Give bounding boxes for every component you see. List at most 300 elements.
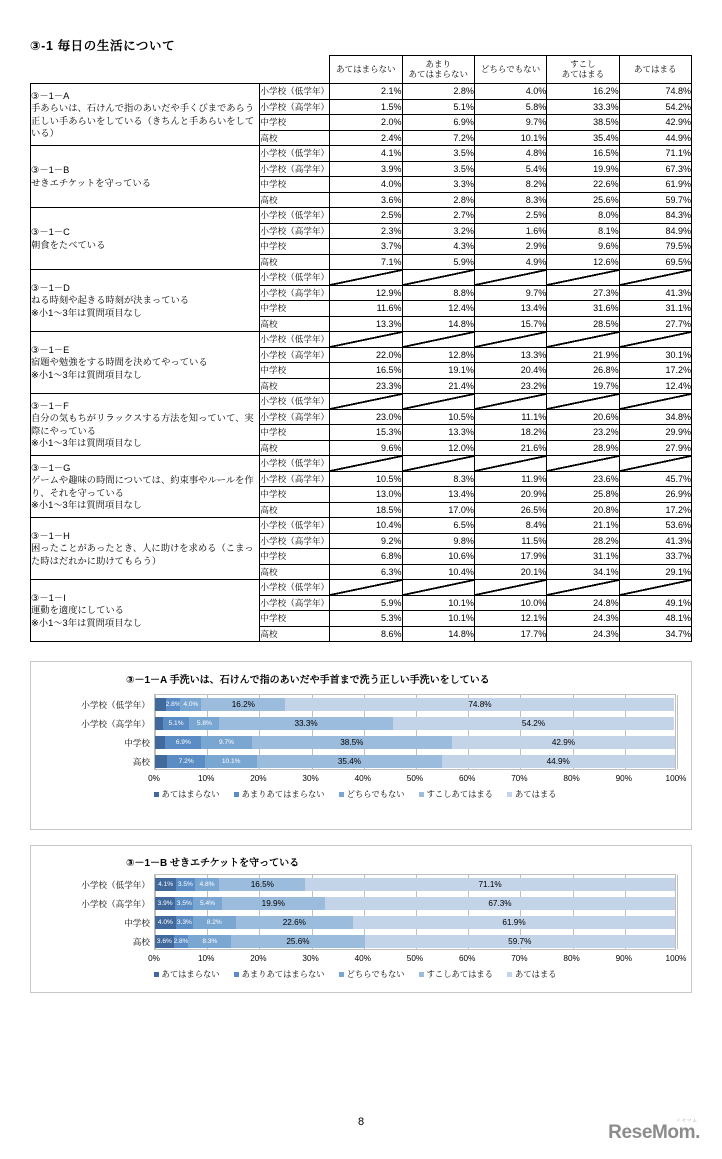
school-level-cell: 中学校 [260, 425, 330, 441]
value-cell: 2.8% [402, 84, 474, 100]
question-id: ③－1－H [31, 530, 70, 541]
value-cell: 16.5% [330, 363, 402, 379]
value-cell: 27.7% [619, 316, 691, 332]
value-cell: 6.5% [402, 518, 474, 534]
bar-stack [155, 897, 675, 910]
value-cell: 26.9% [619, 487, 691, 503]
value-cell: 84.9% [619, 223, 691, 239]
legend-item [154, 788, 220, 800]
x-axis-tick: 80% [563, 954, 580, 963]
table-row [31, 456, 692, 472]
value-cell: 12.9% [330, 285, 402, 301]
value-cell: 49.1% [619, 595, 691, 611]
value-cell: 14.8% [402, 316, 474, 332]
bar-segment: 4.0% [155, 916, 176, 929]
question-note: ※小1～3年は質問項目なし [31, 307, 143, 318]
question-cell [31, 146, 260, 208]
bar-segment [155, 717, 163, 730]
bar-segment: 6.9% [165, 736, 201, 749]
page-title: ③-1 毎日の生活について [30, 39, 176, 53]
value-cell-empty [474, 270, 546, 286]
resemom-logo-kana: リセマム [676, 1118, 698, 1123]
value-cell: 4.9% [474, 254, 546, 270]
value-cell: 25.6% [547, 192, 619, 208]
table-row [31, 580, 692, 596]
value-cell: 34.7% [619, 626, 691, 642]
value-cell: 13.4% [474, 301, 546, 317]
value-cell: 21.6% [474, 440, 546, 456]
school-level-cell: 小学校（低学年） [260, 456, 330, 472]
gridline [677, 875, 678, 949]
value-cell: 42.9% [619, 115, 691, 131]
value-cell: 67.3% [619, 161, 691, 177]
value-cell: 23.6% [547, 471, 619, 487]
value-cell: 25.8% [547, 487, 619, 503]
value-cell: 27.9% [619, 440, 691, 456]
value-cell: 24.3% [547, 611, 619, 627]
legend-label: あてはまらない [161, 969, 220, 979]
x-axis-tick: 90% [615, 954, 632, 963]
value-cell: 28.2% [547, 533, 619, 549]
value-cell-empty [402, 580, 474, 596]
legend-swatch [419, 972, 424, 977]
value-cell: 24.3% [547, 626, 619, 642]
value-cell: 34.8% [619, 409, 691, 425]
school-level-cell: 中学校 [260, 239, 330, 255]
value-cell: 4.1% [330, 146, 402, 162]
x-axis-tick: 70% [511, 774, 528, 783]
value-cell: 29.1% [619, 564, 691, 580]
value-cell: 5.1% [402, 99, 474, 115]
value-cell: 17.2% [619, 502, 691, 518]
x-axis-tick: 40% [354, 774, 371, 783]
value-cell: 8.0% [547, 208, 619, 224]
value-cell: 74.8% [619, 84, 691, 100]
legend-item [234, 968, 325, 980]
value-cell: 19.9% [547, 161, 619, 177]
value-cell-empty [402, 456, 474, 472]
bar-stack [155, 698, 675, 711]
category-label: 高校 [132, 936, 150, 947]
legend-label: あまりあてはまらない [241, 789, 325, 799]
value-cell-empty [619, 394, 691, 410]
value-cell: 2.5% [330, 208, 402, 224]
bar-segment: 25.6% [231, 935, 364, 948]
question-note: ※小1～3年は質問項目なし [31, 617, 143, 628]
value-cell: 11.1% [474, 409, 546, 425]
school-level-cell: 高校 [260, 316, 330, 332]
school-level-cell: 小学校（低学年） [260, 394, 330, 410]
bar-segment: 2.8% [174, 935, 189, 948]
question-cell [31, 580, 260, 642]
question-cell [31, 518, 260, 580]
table-header-row [31, 56, 692, 84]
value-cell: 38.5% [547, 115, 619, 131]
category-label: 小学校（低学年） [81, 879, 150, 890]
legend-item [507, 788, 557, 800]
question-cell [31, 84, 260, 146]
value-cell: 7.2% [402, 130, 474, 146]
school-level-cell: 中学校 [260, 487, 330, 503]
value-cell: 26.5% [474, 502, 546, 518]
bar-stack [155, 736, 675, 749]
legend-item [154, 968, 220, 980]
x-axis-tick: 10% [197, 954, 215, 963]
value-cell: 41.3% [619, 533, 691, 549]
school-level-cell: 高校 [260, 564, 330, 580]
bar-segment: 38.5% [252, 736, 452, 749]
chart-a-plot-area [154, 694, 676, 770]
value-cell: 8.3% [474, 192, 546, 208]
column-header-0: あてはまらない [330, 56, 402, 84]
chart-b-plot-area [154, 874, 676, 950]
value-cell: 33.7% [619, 549, 691, 565]
question-cell [31, 208, 260, 270]
value-cell: 3.9% [330, 161, 402, 177]
value-cell: 10.0% [474, 595, 546, 611]
value-cell: 10.4% [402, 564, 474, 580]
legend-label: あてはまらない [161, 789, 220, 799]
value-cell: 3.7% [330, 239, 402, 255]
value-cell: 11.5% [474, 533, 546, 549]
value-cell-empty [547, 332, 619, 348]
value-cell: 13.3% [330, 316, 402, 332]
chart-b-x-axis [148, 954, 687, 966]
question-cell [31, 332, 260, 394]
value-cell: 41.3% [619, 285, 691, 301]
question-id: ③－1－F [31, 400, 69, 411]
value-cell: 31.1% [547, 549, 619, 565]
value-cell: 8.1% [547, 223, 619, 239]
school-level-cell: 小学校（低学年） [260, 84, 330, 100]
question-cell [31, 270, 260, 332]
value-cell: 30.1% [619, 347, 691, 363]
value-cell: 10.1% [474, 130, 546, 146]
value-cell: 28.9% [547, 440, 619, 456]
value-cell: 69.5% [619, 254, 691, 270]
value-cell-empty [547, 580, 619, 596]
value-cell: 2.4% [330, 130, 402, 146]
value-cell: 3.3% [402, 177, 474, 193]
value-cell: 17.0% [402, 502, 474, 518]
category-label: 高校 [132, 756, 150, 767]
x-axis-tick: 100% [665, 774, 687, 783]
value-cell: 6.9% [402, 115, 474, 131]
value-cell: 12.0% [402, 440, 474, 456]
value-cell-empty [474, 580, 546, 596]
table-row [31, 270, 692, 286]
value-cell: 10.6% [402, 549, 474, 565]
legend-item [419, 788, 493, 800]
question-text: ゲームや趣味の時間については、約束事やルールを作り、それを守っている [31, 475, 254, 498]
table-header [31, 56, 692, 84]
school-level-cell: 高校 [260, 502, 330, 518]
value-cell: 44.9% [619, 130, 691, 146]
value-cell: 15.3% [330, 425, 402, 441]
legend-label: どちらでもない [346, 969, 405, 979]
x-axis-tick: 60% [458, 954, 476, 963]
value-cell: 20.9% [474, 487, 546, 503]
legend-item [507, 968, 557, 980]
value-cell: 3.6% [330, 192, 402, 208]
school-level-cell: 高校 [260, 130, 330, 146]
legend-swatch [419, 792, 424, 797]
question-note: ※小1～3年は質問項目なし [31, 437, 143, 448]
value-cell: 27.3% [547, 285, 619, 301]
legend-swatch [507, 792, 512, 797]
value-cell: 9.8% [402, 533, 474, 549]
question-id: ③－1－I [31, 592, 66, 603]
value-cell: 9.6% [330, 440, 402, 456]
value-cell: 28.5% [547, 316, 619, 332]
school-level-cell: 小学校（高学年） [260, 99, 330, 115]
value-cell: 3.5% [402, 146, 474, 162]
value-cell: 31.6% [547, 301, 619, 317]
column-header-1: あまり あてはまらない [402, 56, 474, 84]
value-cell-empty [330, 270, 402, 286]
column-header-2: どちらでもない [474, 56, 546, 84]
bar-segment: 5.8% [189, 717, 219, 730]
value-cell: 48.1% [619, 611, 691, 627]
school-level-cell: 中学校 [260, 301, 330, 317]
x-axis-tick: 0% [148, 954, 160, 963]
chart-a-title: ③－1－A 手洗いは、石けんで指のあいだや手首まで洗う正しい手洗いをしている [126, 675, 490, 686]
value-cell-empty [402, 270, 474, 286]
school-level-cell: 小学校（高学年） [260, 533, 330, 549]
school-level-cell: 中学校 [260, 363, 330, 379]
school-level-cell: 小学校（高学年） [260, 223, 330, 239]
bar-segment: 2.8% [166, 698, 181, 711]
value-cell: 10.1% [402, 595, 474, 611]
table-body [31, 84, 692, 642]
value-cell: 20.8% [547, 502, 619, 518]
bar-segment: 3.9% [155, 897, 175, 910]
table-row [31, 332, 692, 348]
value-cell-empty [619, 580, 691, 596]
question-id: ③－1－E [31, 344, 70, 355]
value-cell-empty [547, 456, 619, 472]
value-cell: 2.8% [402, 192, 474, 208]
category-label: 小学校（高学年） [81, 898, 150, 909]
value-cell: 6.8% [330, 549, 402, 565]
bar-segment [155, 736, 165, 749]
value-cell-empty [547, 394, 619, 410]
value-cell: 23.2% [547, 425, 619, 441]
value-cell: 21.1% [547, 518, 619, 534]
value-cell: 8.3% [402, 471, 474, 487]
chart-a-legend [31, 788, 693, 800]
category-label: 中学校 [124, 917, 150, 928]
bar-stack [155, 717, 675, 730]
value-cell: 2.7% [402, 208, 474, 224]
value-cell: 9.7% [474, 115, 546, 131]
resemom-logo [608, 1118, 700, 1142]
value-cell-empty [474, 332, 546, 348]
value-cell: 18.2% [474, 425, 546, 441]
value-cell: 8.2% [474, 177, 546, 193]
header-spacer-question [31, 56, 260, 84]
value-cell: 13.4% [402, 487, 474, 503]
legend-label: あてはまる [514, 789, 557, 799]
bar-segment: 8.2% [193, 916, 236, 929]
chart-panel-b [30, 845, 692, 993]
value-cell: 45.7% [619, 471, 691, 487]
category-label: 小学校（低学年） [81, 699, 150, 710]
value-cell: 1.6% [474, 223, 546, 239]
bar-stack [155, 916, 675, 929]
bar-stack [155, 755, 675, 768]
value-cell: 17.2% [619, 363, 691, 379]
value-cell: 2.3% [330, 223, 402, 239]
value-cell-empty [402, 332, 474, 348]
question-id: ③－1－D [31, 282, 70, 293]
bar-segment: 35.4% [257, 755, 441, 768]
value-cell: 10.5% [402, 409, 474, 425]
value-cell: 19.7% [547, 378, 619, 394]
value-cell: 14.8% [402, 626, 474, 642]
survey-table [30, 55, 692, 642]
value-cell-empty [619, 332, 691, 348]
bar-segment: 16.5% [219, 878, 305, 891]
question-text: 運動を適度にしている [31, 605, 124, 616]
value-cell: 29.9% [619, 425, 691, 441]
value-cell: 5.9% [402, 254, 474, 270]
school-level-cell: 小学校（高学年） [260, 471, 330, 487]
question-text: 朝食をたべている [31, 239, 106, 250]
bar-segment: 4.1% [155, 878, 176, 891]
value-cell: 5.9% [330, 595, 402, 611]
table-row [31, 146, 692, 162]
bar-segment: 3.6% [155, 935, 174, 948]
school-level-cell: 小学校（高学年） [260, 347, 330, 363]
legend-label: すこしあてはまる [426, 969, 493, 979]
value-cell: 31.1% [619, 301, 691, 317]
value-cell: 9.2% [330, 533, 402, 549]
value-cell: 61.9% [619, 177, 691, 193]
school-level-cell: 小学校（低学年） [260, 580, 330, 596]
value-cell-empty [619, 270, 691, 286]
value-cell: 22.6% [547, 177, 619, 193]
value-cell: 21.9% [547, 347, 619, 363]
bar-stack [155, 935, 675, 948]
value-cell: 15.7% [474, 316, 546, 332]
school-level-cell: 中学校 [260, 115, 330, 131]
school-level-cell: 小学校（低学年） [260, 518, 330, 534]
bar-segment: 22.6% [236, 916, 354, 929]
school-level-cell: 高校 [260, 378, 330, 394]
value-cell: 12.6% [547, 254, 619, 270]
x-axis-tick: 90% [615, 774, 632, 783]
x-axis-tick: 80% [563, 774, 580, 783]
bar-segment: 9.7% [201, 736, 251, 749]
value-cell: 10.1% [402, 611, 474, 627]
x-axis-tick: 100% [665, 954, 687, 963]
value-cell-empty [474, 456, 546, 472]
legend-swatch [507, 972, 512, 977]
value-cell-empty [330, 580, 402, 596]
school-level-cell: 高校 [260, 192, 330, 208]
value-cell: 3.5% [402, 161, 474, 177]
table-row [31, 394, 692, 410]
value-cell: 7.1% [330, 254, 402, 270]
header-spacer-level [260, 56, 330, 84]
value-cell: 20.6% [547, 409, 619, 425]
question-text: 困ったことがあったとき、人に助けを求める（こまった時はだれかに助けてもらう） [31, 543, 254, 566]
category-label: 中学校 [124, 737, 150, 748]
bar-segment: 5.1% [163, 717, 190, 730]
value-cell: 17.7% [474, 626, 546, 642]
value-cell: 26.8% [547, 363, 619, 379]
bar-segment: 10.1% [205, 755, 258, 768]
value-cell: 5.3% [330, 611, 402, 627]
value-cell: 4.3% [402, 239, 474, 255]
school-level-cell: 小学校（低学年） [260, 270, 330, 286]
value-cell-empty [330, 394, 402, 410]
value-cell: 2.5% [474, 208, 546, 224]
legend-item [339, 788, 405, 800]
value-cell: 53.6% [619, 518, 691, 534]
question-id: ③－1－B [31, 165, 70, 176]
x-axis-tick: 60% [458, 774, 476, 783]
category-label: 小学校（高学年） [81, 718, 150, 729]
value-cell: 71.1% [619, 146, 691, 162]
value-cell: 22.0% [330, 347, 402, 363]
school-level-cell: 小学校（高学年） [260, 595, 330, 611]
value-cell: 3.2% [402, 223, 474, 239]
school-level-cell: 小学校（低学年） [260, 208, 330, 224]
value-cell: 23.3% [330, 378, 402, 394]
x-axis-tick: 50% [406, 774, 424, 783]
value-cell: 54.2% [619, 99, 691, 115]
question-cell [31, 394, 260, 456]
value-cell: 33.3% [547, 99, 619, 115]
column-header-3: すこし あてはまる [547, 56, 619, 84]
question-text: せきエチケットを守っている [31, 177, 152, 188]
school-level-cell: 中学校 [260, 611, 330, 627]
value-cell: 1.5% [330, 99, 402, 115]
value-cell: 11.6% [330, 301, 402, 317]
value-cell: 6.3% [330, 564, 402, 580]
x-axis-tick: 10% [197, 774, 215, 783]
x-axis-tick: 40% [354, 954, 371, 963]
value-cell-empty [474, 394, 546, 410]
gridline [677, 695, 678, 769]
value-cell-empty [330, 332, 402, 348]
legend-item [234, 788, 325, 800]
legend-swatch [339, 972, 344, 977]
value-cell: 24.8% [547, 595, 619, 611]
question-note: ※小1～3年は質問項目なし [31, 369, 143, 380]
value-cell: 34.1% [547, 564, 619, 580]
bar-segment: 7.2% [167, 755, 204, 768]
bar-segment: 16.2% [201, 698, 285, 711]
school-level-cell: 小学校（高学年） [260, 409, 330, 425]
school-level-cell: 高校 [260, 626, 330, 642]
table-row [31, 208, 692, 224]
value-cell: 20.4% [474, 363, 546, 379]
legend-swatch [234, 972, 239, 977]
legend-swatch [339, 792, 344, 797]
value-cell: 79.5% [619, 239, 691, 255]
bar-segment: 5.4% [193, 897, 221, 910]
legend-label: すこしあてはまる [426, 789, 493, 799]
value-cell: 8.6% [330, 626, 402, 642]
chart-b-title: ③－1－B せきエチケットを守っている [126, 858, 300, 869]
bar-segment: 8.3% [188, 935, 231, 948]
resemom-logo-wordmark: ReseMom. [608, 1122, 700, 1143]
value-cell: 23.0% [330, 409, 402, 425]
value-cell: 5.4% [474, 161, 546, 177]
